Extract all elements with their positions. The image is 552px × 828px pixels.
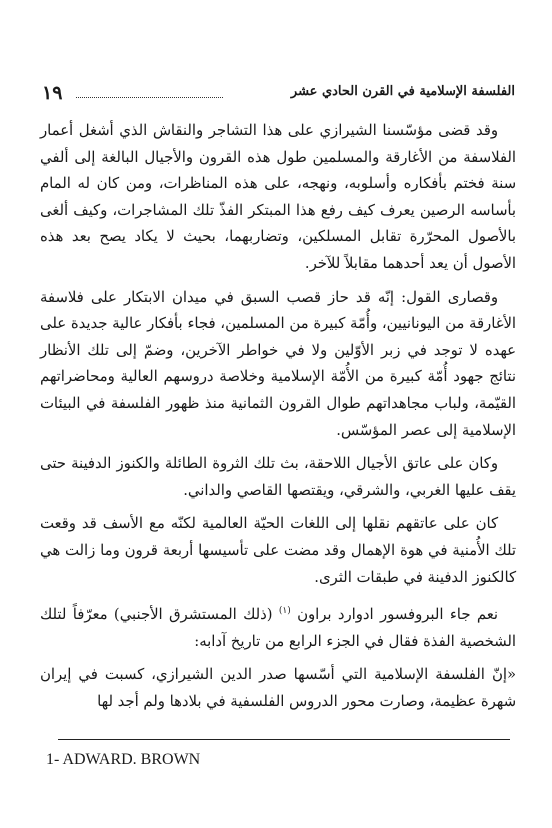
paragraph-text: نعم جاء البروفسور ادوارد براون xyxy=(297,606,498,624)
page-number: ١٩ xyxy=(42,82,63,104)
footnote-separator xyxy=(58,739,510,740)
body-text xyxy=(40,118,516,722)
paragraph-with-footnote-ref xyxy=(40,598,516,655)
paragraph: وقد قضى مؤسّسنا الشيرازي على هذا التشاجر والنقاش الذي أشغل أعمار الفلاسفة من الأغارقة والمسلمين طول هذه القرون والأجيال البالغة إلى ألفي سنة فختم بأفكاره وأسلوبه، ونهجه، على هذه المناظرات، ومن كان له المام بأساسه الرصين يعرف كيف رفع هذا المبتكر الفذّ تلك المشاجرات، وكيف ألغى بالأصول المحرّرة تقابل المسلكين، وتضاربهما، بحيث لا يكاد يصح بعد هذه الأصول أن يعد أحدهما مقابلاً للآخر. xyxy=(40,122,516,272)
running-title: الفلسفة الإسلامية في القرن الحادي عشر xyxy=(290,84,515,99)
footnote: 1- ADWARD. BROWN xyxy=(46,751,201,768)
paragraph: وكان على عاتق الأجيال اللاحقة، بث تلك الثروة الطائلة والكنوز الدفينة حتى يقف عليها الغربي، والشرقي، ويقتصها القاصي والداني. xyxy=(40,455,516,499)
paragraph: وقصارى القول: إنّه قد حاز قصب السبق في ميدان الابتكار على فلاسفة الأغارقة من اليونانيين، وأُمّة كبيرة من المسلمين، فجاء بأفكار عالية جديدة على عهده لا توجد في زبر الأوّلين ولا في خواطر الآخرين، وضمّ إلى تلك الأنظار نتائج جهود أُمّة كبيرة من الأُمّة الإسلامية وخلاصة دروسهم العالية ومحاضراتهم القيّمة، ولباب مجاهداتهم طوال القرون الثمانية منذ ظهور الفلسفة في البيئات الإسلامية إلى عصر المؤسّس. xyxy=(40,288,516,439)
header-dotted-leader xyxy=(76,97,223,98)
footnote-marker[interactable]: (١) xyxy=(278,606,291,617)
page-header xyxy=(42,82,515,106)
paragraph: كان على عاتقهم نقلها إلى اللغات الحيّة العالمية لكنّه مع الأسف قد وقعت تلك الأُمنية في هوة الإهمال وقد مضت على تأسيسها أربعة قرون وما زالت هي كالكنوز الدفينة في طبقات الثرى. xyxy=(40,515,516,586)
paragraph-text: (ذلك المستشرق الأجنبي) معرّفاً لتلك الشخصية الفذة فقال في الجزء الرابع من تاريخ آدابه: xyxy=(40,606,516,650)
quote-paragraph: «إنّ الفلسفة الإسلامية التي أسّسها صدر الدين الشيرازي، كسبت في إيران شهرة عظيمة، وصارت محور الدروس الفلسفية في بلادها ولم أجد لها xyxy=(40,666,516,710)
